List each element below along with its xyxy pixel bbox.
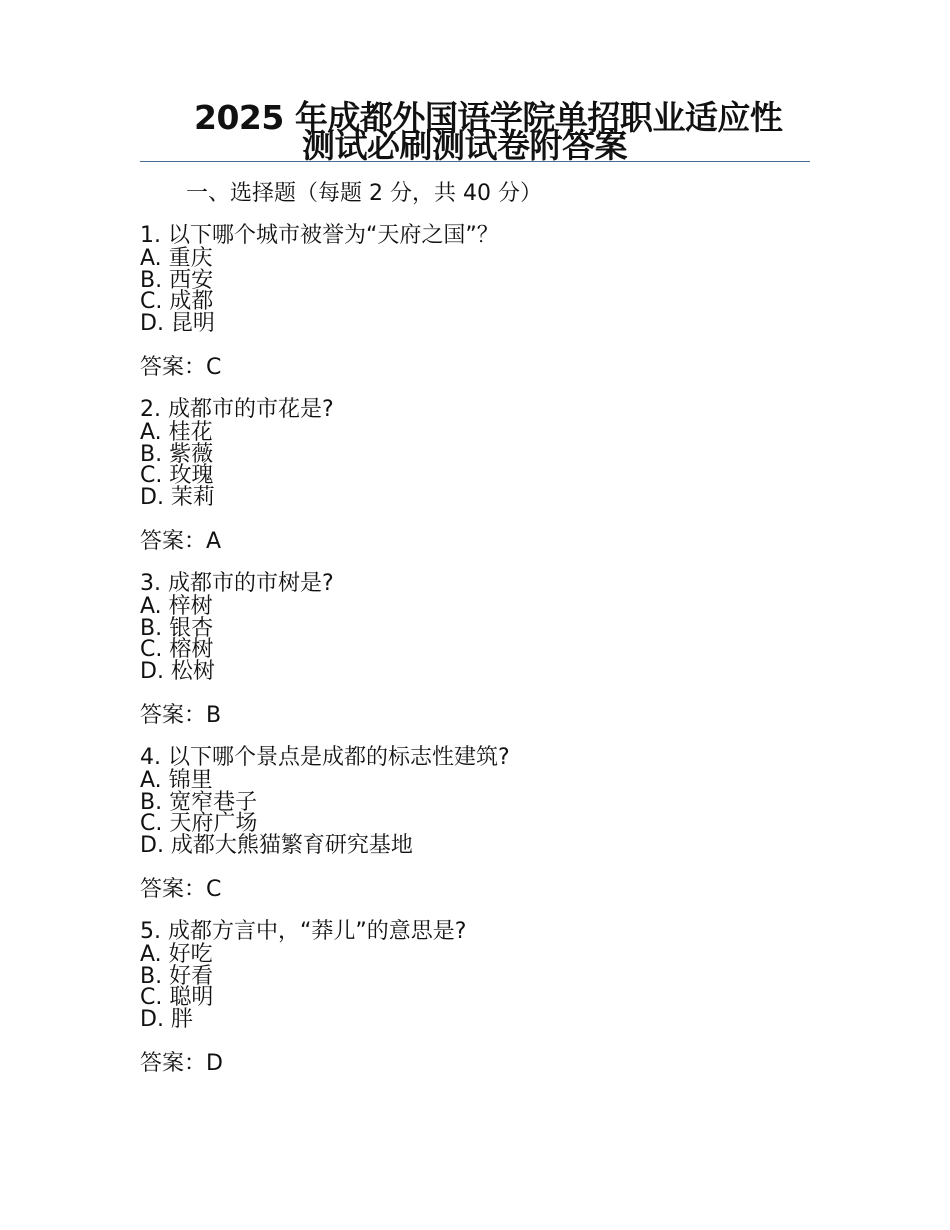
title-line-1: 2025 年成都外国语学院单招职业适应性 bbox=[194, 98, 783, 137]
question-2 bbox=[140, 398, 810, 572]
question-1 bbox=[140, 224, 810, 398]
option-a: A. 好吃 bbox=[140, 942, 213, 967]
option-b: B. 宽窄巷子 bbox=[140, 789, 258, 815]
question-stem: 3. 成都市的市树是? bbox=[140, 571, 334, 596]
document-title bbox=[140, 98, 810, 165]
option-b: B. 银杏 bbox=[140, 615, 214, 641]
question-stem: 2. 成都市的市花是? bbox=[140, 397, 334, 422]
answer: 答案：C bbox=[140, 355, 222, 380]
option-a: A. 重庆 bbox=[140, 246, 213, 271]
question-5 bbox=[140, 920, 810, 1094]
option-c: C. 聪明 bbox=[140, 985, 214, 1010]
option-c: C. 玫瑰 bbox=[140, 463, 214, 488]
option-c: C. 成都 bbox=[140, 289, 214, 314]
question-3 bbox=[140, 572, 810, 746]
answer: 答案：B bbox=[140, 703, 222, 728]
title-underline-divider bbox=[140, 161, 810, 162]
option-d: D. 胖 bbox=[140, 1006, 193, 1032]
section-heading: 一、选择题（每题 2 分，共 40 分） bbox=[186, 181, 542, 206]
option-b: B. 好看 bbox=[140, 963, 214, 989]
option-a: A. 锦里 bbox=[140, 768, 213, 793]
answer: 答案：C bbox=[140, 877, 222, 902]
answer: 答案：D bbox=[140, 1051, 223, 1076]
answer: 答案：A bbox=[140, 529, 222, 554]
option-d: D. 昆明 bbox=[140, 310, 215, 336]
option-c: C. 天府广场 bbox=[140, 811, 258, 836]
option-b: B. 紫薇 bbox=[140, 441, 214, 467]
option-d: D. 松树 bbox=[140, 658, 215, 684]
question-list bbox=[140, 224, 810, 1094]
question-stem: 4. 以下哪个景点是成都的标志性建筑? bbox=[140, 745, 510, 770]
question-stem: 5. 成都方言中，“莽儿”的意思是? bbox=[140, 919, 467, 944]
option-b: B. 西安 bbox=[140, 267, 214, 293]
option-a: A. 桂花 bbox=[140, 420, 213, 445]
question-4 bbox=[140, 746, 810, 920]
question-stem: 1. 以下哪个城市被誉为“天府之国”？ bbox=[140, 223, 499, 248]
option-d: D. 成都大熊猫繁育研究基地 bbox=[140, 832, 413, 858]
title-line-2: 测试必刷测试卷附答案 bbox=[302, 126, 627, 165]
option-c: C. 榕树 bbox=[140, 637, 214, 662]
option-a: A. 梓树 bbox=[140, 594, 213, 619]
option-d: D. 茉莉 bbox=[140, 484, 215, 510]
